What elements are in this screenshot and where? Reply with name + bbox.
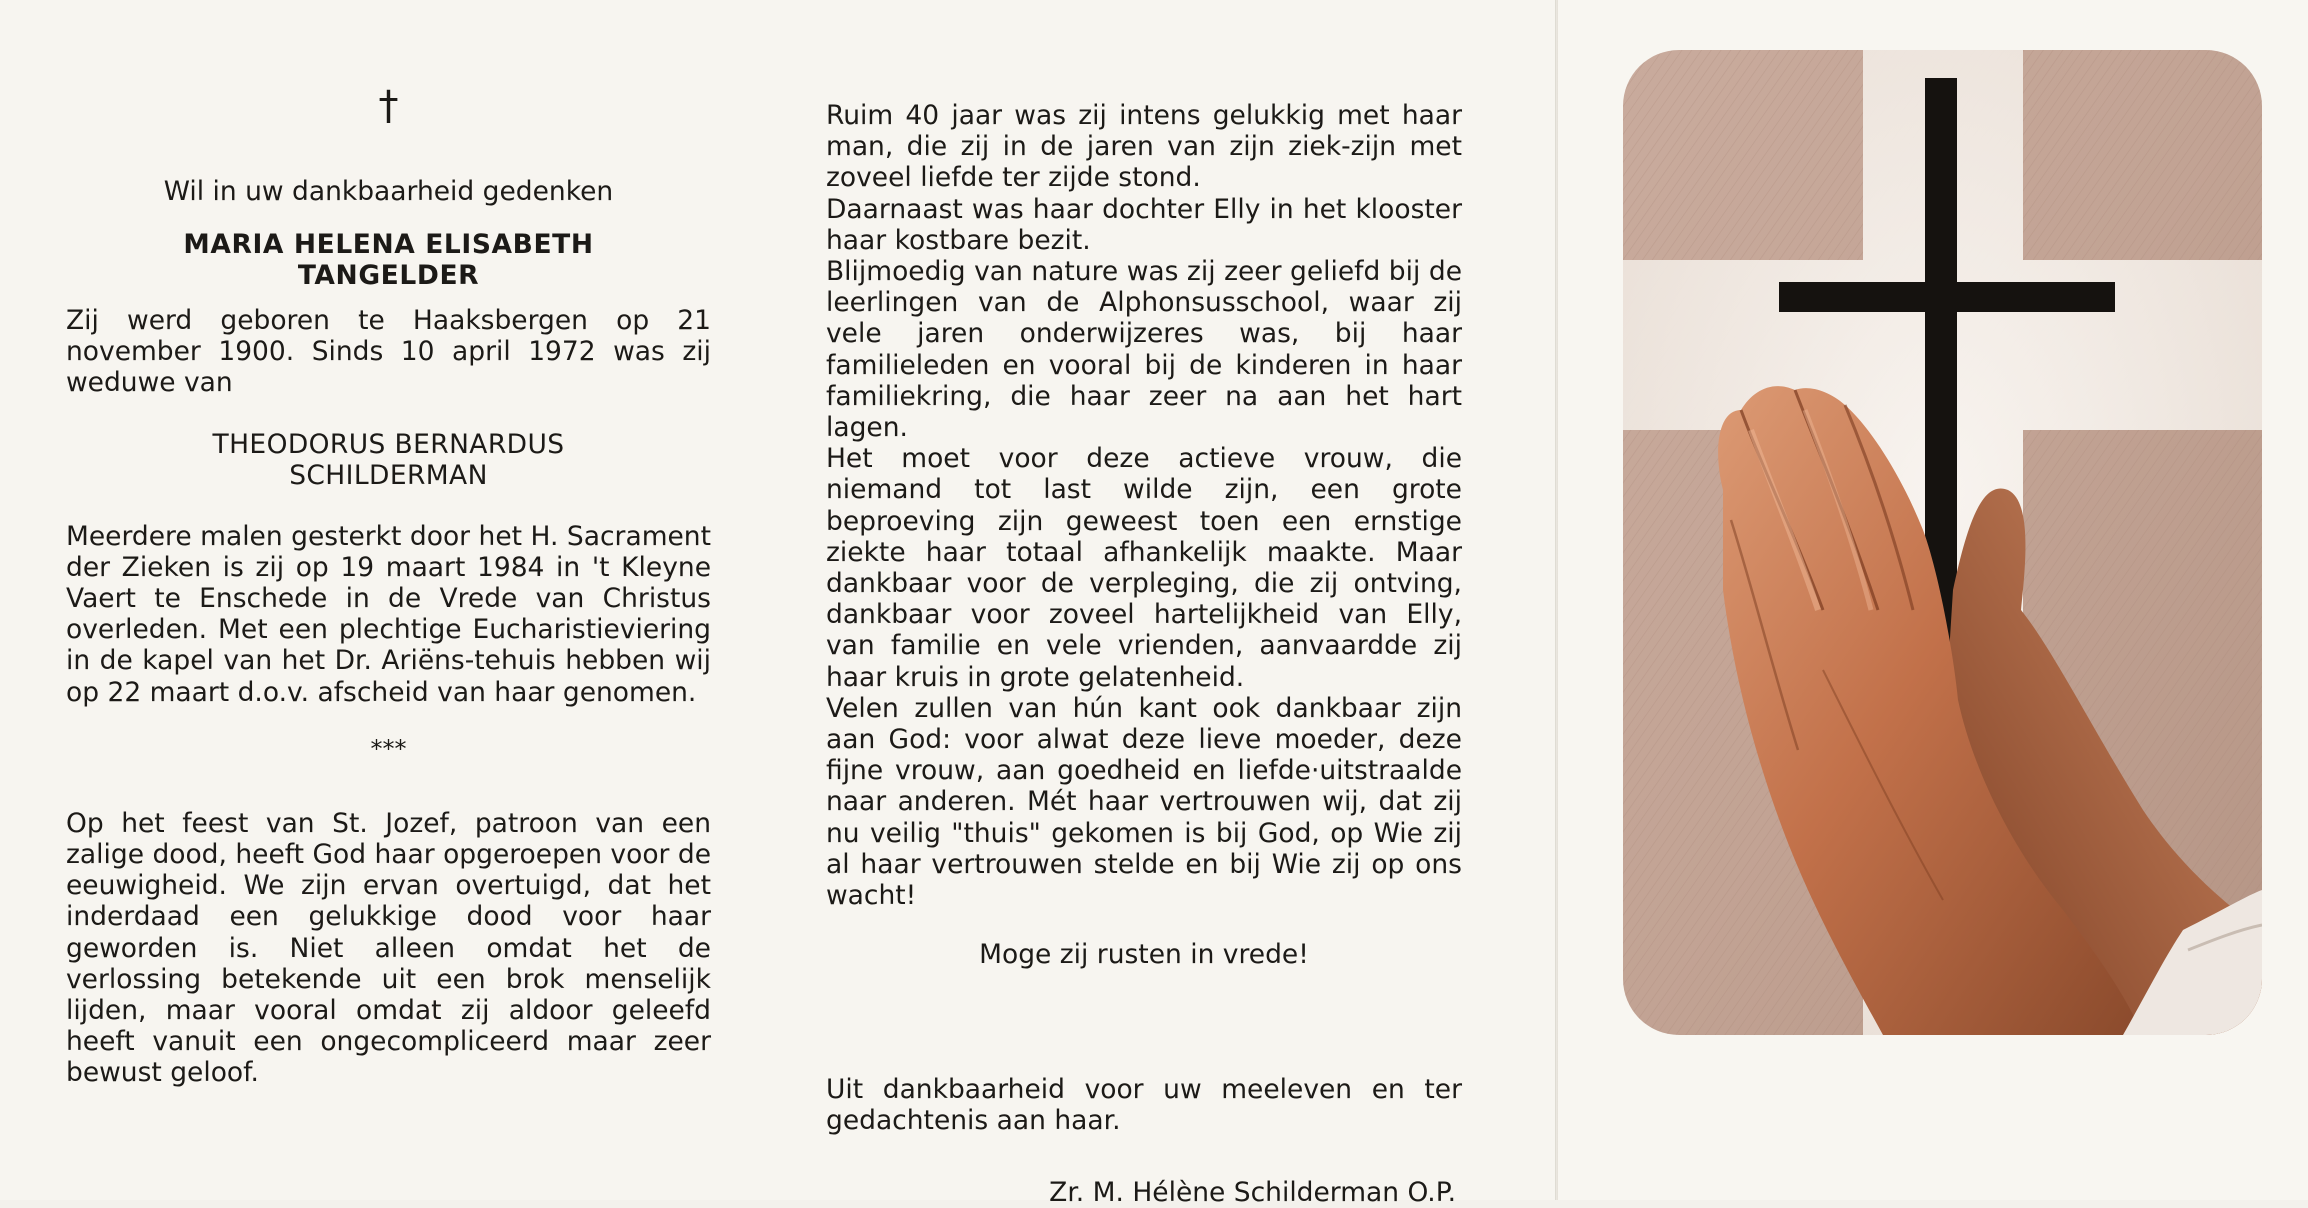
deceased-name-line1: MARIA HELENA ELISABETH: [183, 229, 594, 260]
praying-hands-image: [1623, 50, 2262, 1035]
praying-hands-cross-illustration: [1623, 50, 2262, 1035]
spouse-name-line1: THEODORUS BERNARDUS: [212, 428, 565, 460]
closing-line: Moge zij rusten in vrede!: [979, 939, 1309, 971]
birth-paragraph: Zij werd geboren te Haaksbergen op 21 november 1900. Sinds 10 april 1972 was zij weduwe van: [66, 305, 711, 399]
spouse-name-line2: SCHILDERMAN: [289, 459, 488, 491]
death-paragraph: Meerdere malen gesterkt door het H. Sacrament der Zieken is zij op 19 maart 1984 in 't Kleyne Vaert te Enschede in de Vrede van Christus overleden. Met een plechtige Eucharistieviering in de kapel van het Dr. Ariëns-tehuis hebben wij op 22 maart d.o.v. afscheid van haar genomen.: [66, 520, 711, 708]
signature: Zr. M. Hélène Schilderman O.P.: [1049, 1176, 1456, 1208]
illness-paragraph: Het moet voor deze actieve vrouw, die niemand tot last wilde zijn, een grote beproeving zijn geweest toen een ernstige ziekte haar totaal afhankelijk maakte. Maar dankbaar voor de verpleging, die zij ontving, dankbaar voor zoveel hartelijkheid van Elly, van familie en vele vrienden, aanvaardde zij haar kruis in grote gelatenheid.: [826, 443, 1462, 693]
thanks-paragraph: Uit dankbaarheid voor uw meeleven en ter gedachtenis aan haar.: [826, 1074, 1462, 1137]
school-paragraph: Blijmoedig van nature was zij zeer geliefd bij de leerlingen van de Alphonsusschool, waar zij vele jaren onderwijzeres was, bij haar familieleden en vooral bij de kinderen in haar familiekring, die haar zeer na aan het hart lagen.: [826, 256, 1462, 444]
section-divider: ***: [370, 734, 407, 763]
gratitude-paragraph: Velen zullen van hún kant ook dankbaar zijn aan God: voor alwat deze lieve moeder, deze fijne vrouw, aan goedheid en liefde·uitstraalde naar anderen. Mét haar vertrouwen wij, dat zij nu veilig "thuis" gekomen is bij God, op Wie zij al haar vertrouwen stelde en bij Wie zij op ons wacht!: [826, 692, 1462, 912]
daughter-paragraph: Daarnaast was haar dochter Elly in het klooster haar kostbare bezit.: [826, 193, 1462, 256]
deceased-name-line2: TANGELDER: [297, 260, 480, 291]
spouse-name: [66, 429, 711, 491]
intro-line: Wil in uw dankbaarheid gedenken: [163, 176, 614, 207]
marriage-paragraph: Ruim 40 jaar was zij intens gelukkig met haar man, die zij in de jaren van zijn ziek-zijn met zoveel liefde ter zijde stond.: [826, 100, 1462, 194]
feast-paragraph: Op het feest van St. Jozef, patroon van een zalige dood, heeft God haar opgeroepen voor de eeuwigheid. We zijn ervan overtuigd, dat het inderdaad een gelukkige dood voor haar geworden is. Niet alleen omdat het de verlossing betekende uit een brok menselijk lijden, maar vooral omdat zij aldoor geleefd heeft vanuit een ongecompliceerd maar zeer bewust geloof.: [66, 807, 711, 1089]
left-text-column: [66, 83, 711, 1089]
cross-symbol: †: [378, 83, 399, 129]
right-text-column: [826, 100, 1462, 1208]
deceased-name: [66, 229, 711, 291]
